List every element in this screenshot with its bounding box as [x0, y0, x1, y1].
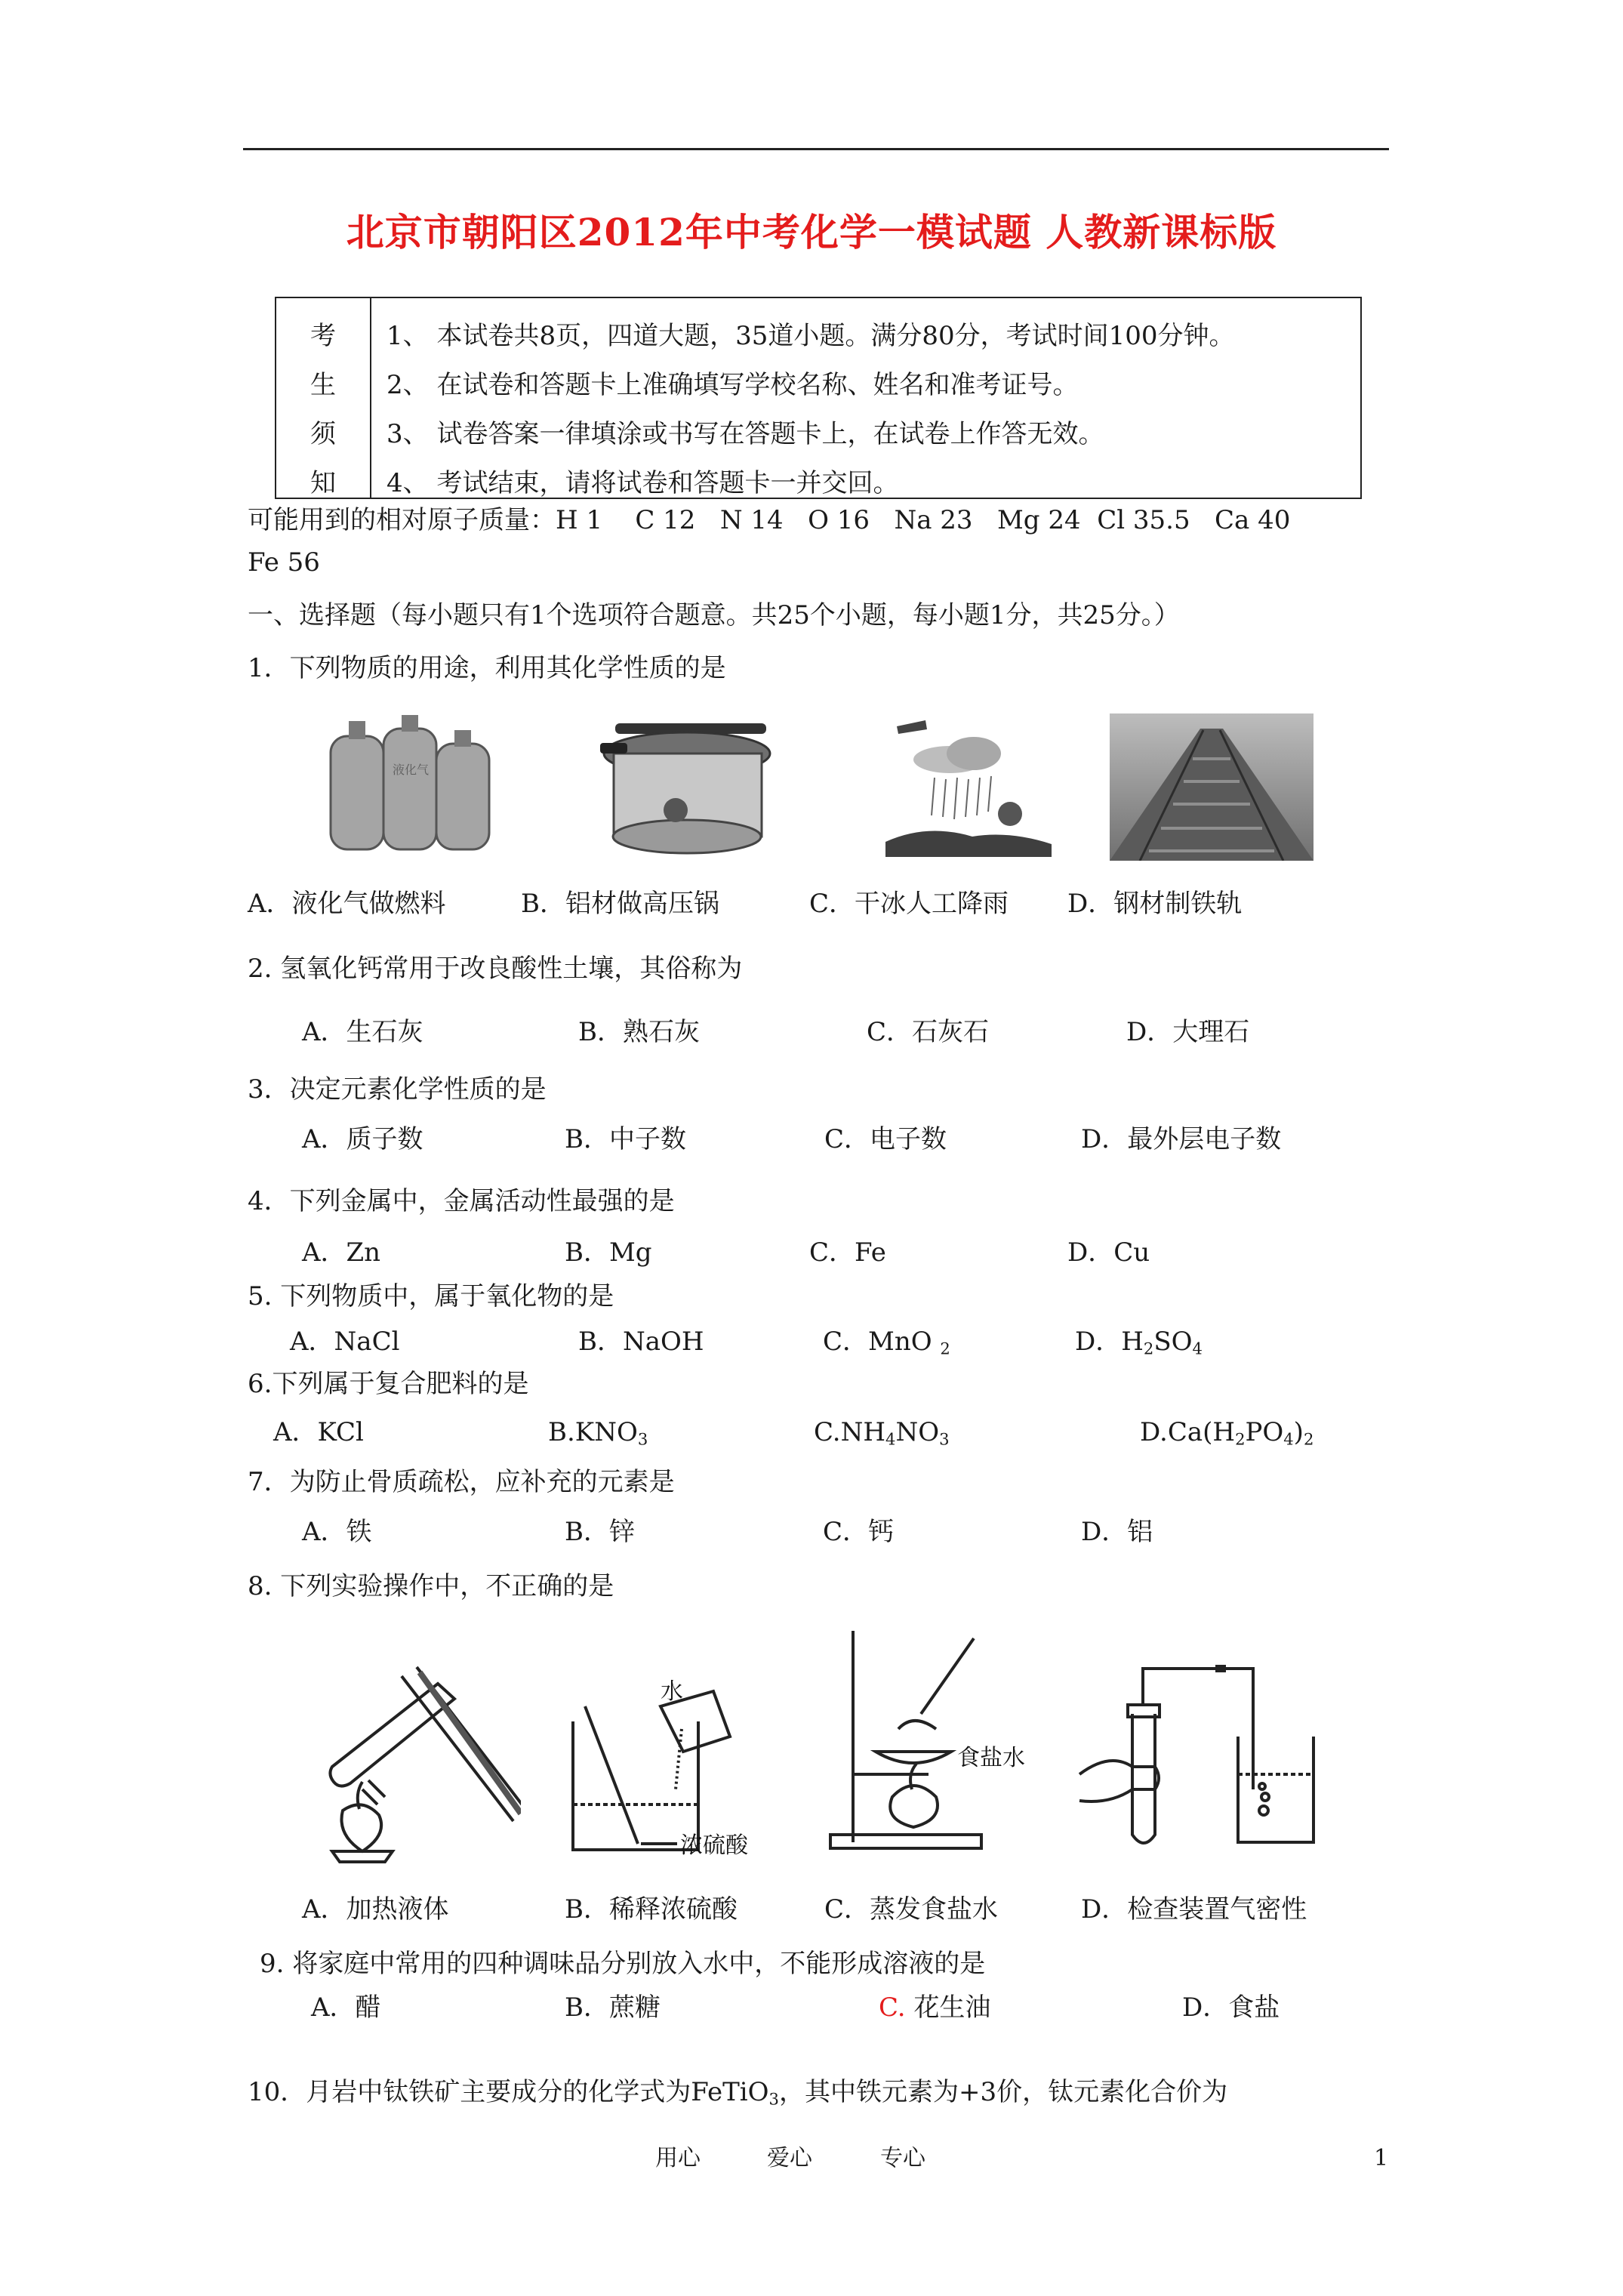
atomic-mass-line: 可能用到的相对原子质量：H 1 C 12 N 14 O 16 Na 23 Mg 24 Cl 35.5 Ca 40 — [248, 505, 1291, 535]
question-3-stem: 3．决定元素化学性质的是 — [248, 1074, 547, 1105]
option-text: D.Ca(H — [1140, 1417, 1236, 1447]
page-title: 北京市朝阳区2012年中考化学一模试题 人教新课标版 — [346, 210, 1277, 254]
section-heading: 一、选择题（每小题只有1个选项符合题意。共25个小题，每小题1分，共25分。） — [248, 600, 1180, 630]
question-1-option-c: C．干冰人工降雨 — [809, 889, 1009, 919]
footer-text: 用心 — [655, 2145, 701, 2171]
pressure-cooker-image — [600, 723, 774, 863]
question-1-option-d: D．钢材制铁轨 — [1067, 889, 1243, 919]
airtightness-diagram — [1072, 1653, 1321, 1865]
dilute-acid-diagram — [562, 1676, 759, 1857]
notice-head-char: 须 — [310, 419, 336, 449]
question-3-option-c: C．电子数 — [824, 1124, 947, 1154]
question-2-stem: 2. 氢氧化钙常用于改良酸性土壤，其俗称为 — [248, 954, 743, 984]
question-2-option-c: C．石灰石 — [867, 1017, 990, 1047]
question-9-option-a: A．醋 — [311, 1992, 381, 2023]
subscript: 4 — [1283, 1429, 1294, 1449]
question-2-option-b: B．熟石灰 — [578, 1017, 700, 1047]
question-7-stem: 7．为防止骨质疏松，应补充的元素是 — [248, 1467, 675, 1497]
subscript: 3 — [939, 1429, 950, 1449]
question-4-option-d: D．Cu — [1067, 1237, 1150, 1268]
notice-head-char: 知 — [310, 468, 336, 498]
question-5-option-a: A．NaCl — [290, 1327, 400, 1357]
page-number: 1 — [1374, 2145, 1389, 2171]
question-2-option-d: D．大理石 — [1126, 1017, 1250, 1047]
formula-part: SO — [1153, 1327, 1193, 1357]
question-7-option-a: A．铁 — [302, 1517, 372, 1547]
question-5-stem: 5. 下列物质中，属于氧化物的是 — [248, 1281, 614, 1311]
subscript: 2 — [1235, 1429, 1246, 1449]
question-9-option-d: D．食盐 — [1182, 1992, 1280, 2023]
option-text: C.NH — [814, 1417, 886, 1447]
question-4-option-b: B．Mg — [565, 1237, 652, 1268]
footer-text: 专心 — [880, 2145, 925, 2171]
stem-text: ，其中铁元素为+3价，钛元素化合价为 — [778, 2077, 1228, 2107]
question-9-stem: 9. 将家庭中常用的四种调味品分别放入水中，不能形成溶液的是 — [260, 1949, 986, 1979]
question-4-stem: 4．下列金属中，金属活动性最强的是 — [248, 1186, 675, 1216]
option-text: D．H — [1075, 1327, 1144, 1357]
rail-track-image — [1110, 713, 1313, 861]
question-9-option-c — [879, 1992, 991, 2023]
question-1-option-b: B．铝材做高压锅 — [521, 889, 719, 919]
question-5-option-d — [1075, 1327, 1203, 1358]
question-7-option-b: B．锌 — [565, 1517, 635, 1547]
question-8-option-a: A．加热液体 — [302, 1894, 449, 1925]
artificial-rain-image — [882, 717, 1055, 857]
option-text: B.KNO — [548, 1417, 638, 1447]
question-3-option-d: D．最外层电子数 — [1081, 1124, 1282, 1154]
diagram-label-water: 水 — [661, 1678, 683, 1705]
formula-part: ) — [1293, 1417, 1304, 1447]
notice-head-char: 生 — [310, 370, 336, 400]
subscript: 3 — [637, 1429, 648, 1449]
question-9-option-b: B．蔗糖 — [565, 1992, 661, 2023]
notice-head-char: 考 — [310, 321, 336, 351]
question-3-option-a: A．质子数 — [302, 1124, 423, 1154]
option-letter: C. — [879, 1992, 906, 2023]
notice-item: 3、 试卷答案一律填涂或书写在答题卡上，在试卷上作答无效。 — [387, 419, 1104, 449]
question-6-option-d — [1140, 1417, 1314, 1449]
subscript: 2 — [1143, 1339, 1154, 1358]
subscript: 4 — [885, 1429, 896, 1449]
notice-box — [275, 297, 1362, 499]
formula-part: NO — [895, 1417, 940, 1447]
atomic-mass-line: Fe 56 — [248, 547, 320, 578]
notice-head — [276, 298, 371, 498]
formula-part: PO — [1245, 1417, 1284, 1447]
question-5-option-c — [823, 1327, 950, 1358]
question-7-option-d: D．铝 — [1081, 1517, 1153, 1547]
svg-text:液化气: 液化气 — [393, 763, 430, 777]
question-10-stem — [248, 2077, 1228, 2109]
question-4-option-c: C．Fe — [809, 1237, 886, 1268]
question-6-stem: 6.下列属于复合肥料的是 — [248, 1369, 529, 1399]
question-1-stem: 1．下列物质的用途，利用其化学性质的是 — [248, 653, 726, 683]
gas-cylinders-image — [323, 713, 497, 857]
question-5-option-b: B．NaOH — [578, 1327, 704, 1357]
subscript: 2 — [1303, 1429, 1314, 1449]
question-6-option-a: A．KCl — [273, 1417, 364, 1447]
header-rule — [243, 148, 1389, 150]
stem-text: 10．月岩中钛铁矿主要成分的化学式为FeTiO — [248, 2077, 769, 2107]
question-7-option-c: C．钙 — [823, 1517, 895, 1547]
footer-text: 爱心 — [767, 2145, 812, 2171]
question-8-option-b: B．稀释浓硫酸 — [565, 1894, 738, 1925]
question-6-option-c — [814, 1417, 950, 1449]
question-6-option-b — [548, 1417, 648, 1449]
question-1-option-a: A．液化气做燃料 — [248, 889, 446, 919]
diagram-label-acid: 浓硫酸 — [680, 1832, 748, 1857]
subscript: 3 — [768, 2089, 779, 2109]
option-text: 花生油 — [913, 1992, 991, 2023]
notice-item: 1、 本试卷共8页，四道大题，35道小题。满分80分，考试时间100分钟。 — [387, 321, 1235, 351]
option-text: C．MnO — [823, 1327, 932, 1357]
subscript: 4 — [1192, 1339, 1203, 1358]
heating-liquid-diagram — [317, 1653, 521, 1865]
question-8-stem: 8. 下列实验操作中，不正确的是 — [248, 1571, 614, 1601]
notice-item: 2、 在试卷和答题卡上准确填写学校名称、姓名和准考证号。 — [387, 370, 1079, 400]
question-2-option-a: A．生石灰 — [302, 1017, 423, 1047]
question-8-option-c: C．蒸发食盐水 — [824, 1894, 999, 1925]
question-4-option-a: A．Zn — [302, 1237, 381, 1268]
evaporation-diagram — [823, 1623, 1079, 1857]
diagram-label-salt-water: 食盐水 — [957, 1745, 1025, 1771]
notice-item: 4、 考试结束，请将试卷和答题卡一并交回。 — [387, 468, 899, 498]
question-8-option-d: D．检查装置气密性 — [1081, 1894, 1307, 1925]
question-3-option-b: B．中子数 — [565, 1124, 686, 1154]
subscript: 2 — [940, 1339, 950, 1358]
